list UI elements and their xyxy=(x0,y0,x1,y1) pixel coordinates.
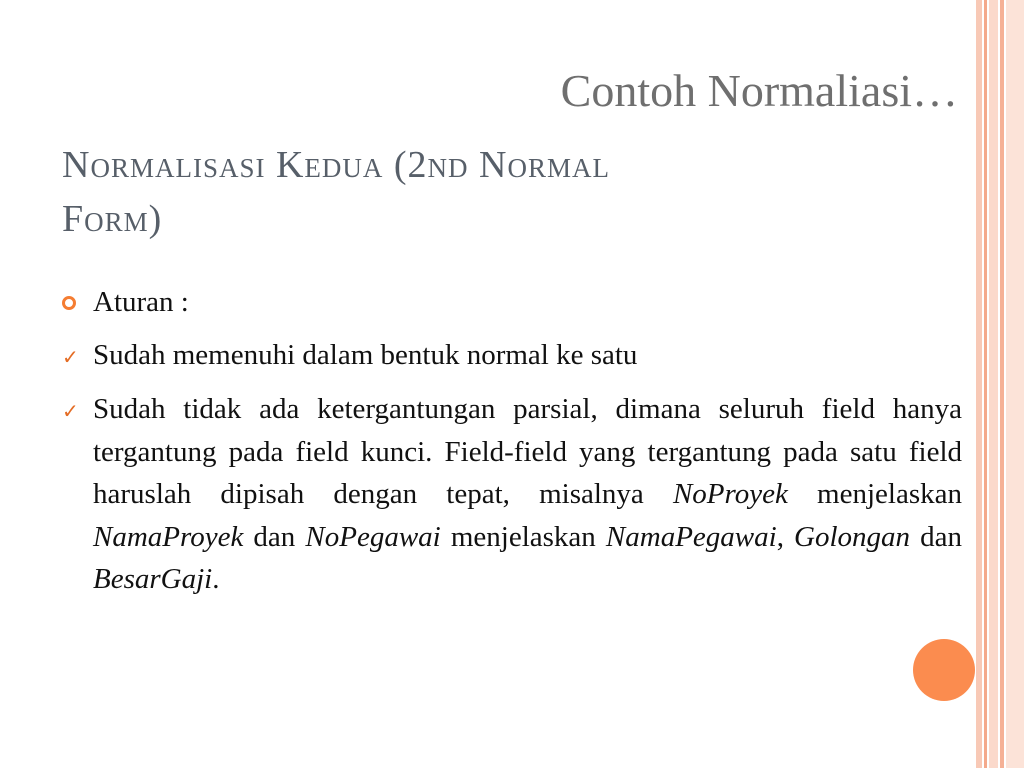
term-namaproyek: NamaProyek xyxy=(93,520,244,553)
term-noproyek: NoProyek xyxy=(672,478,788,510)
slide-body xyxy=(62,282,962,601)
decor-stripe xyxy=(1006,0,1024,768)
bullet-heading-row xyxy=(62,282,962,322)
slide-subtitle xyxy=(62,138,922,246)
decor-stripe xyxy=(1000,0,1004,768)
point-row-1 xyxy=(62,335,962,375)
slide-title: Contoh Normaliasi… xyxy=(560,65,958,116)
decor-stripe xyxy=(976,0,982,768)
decor-circle xyxy=(913,639,975,701)
term-golongan: Golongan xyxy=(794,520,911,553)
term-namapegawai: NamaPegawai xyxy=(605,520,777,553)
point-1-text: Sudah memenuhi dalam bentuk normal ke satu xyxy=(93,339,638,371)
subtitle-line-2: Form) xyxy=(62,198,163,240)
point-row-2 xyxy=(62,388,962,601)
bullet-heading-text: Aturan : xyxy=(93,286,189,318)
point-2-text: Sudah tidak ada ketergantungan parsial, dimana seluruh field hanya tergantung pada field kunci. Field-field yang tergantung pada satu field haruslah dipisah dengan tepat, misalnya NoProyek menjelaskan NamaProyek dan NoPegawai menjelaskan NamaPegawai, Golongan dan BesarGaji. xyxy=(93,393,963,595)
subtitle-line-1: Normalisasi Kedua (2nd Normal xyxy=(62,144,610,186)
checkmark-icon: ✓ xyxy=(62,345,79,369)
ring-bullet-icon xyxy=(62,296,76,310)
decor-stripe xyxy=(984,0,987,768)
decor-stripe xyxy=(989,0,998,768)
term-besargaji: BesarGaji xyxy=(93,563,213,595)
checkmark-icon: ✓ xyxy=(62,399,79,423)
term-nopegawai: NoPegawai xyxy=(305,520,441,553)
